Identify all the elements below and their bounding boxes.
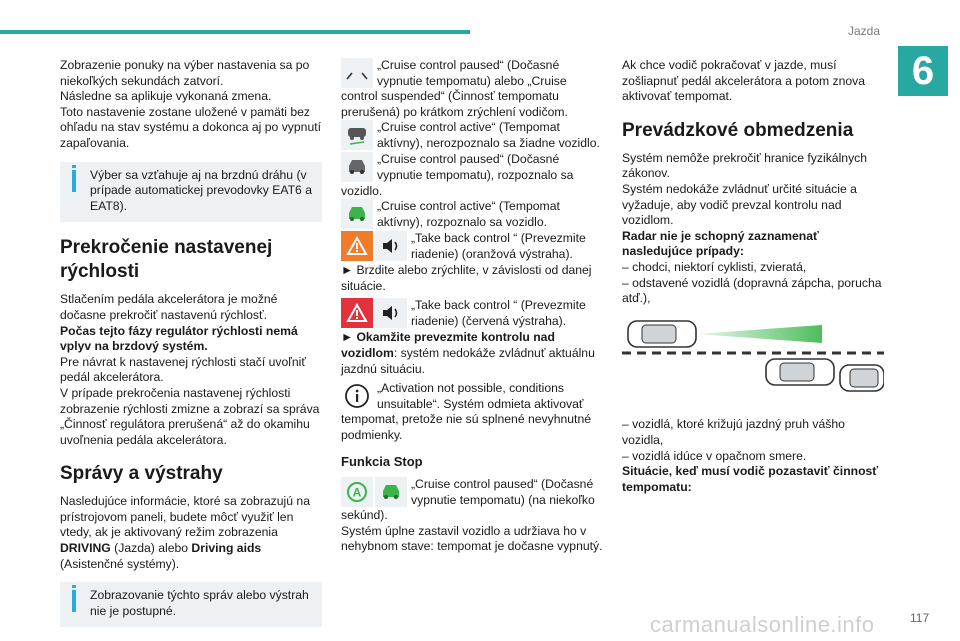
text: (Jazda) alebo — [110, 541, 192, 556]
car-gauge-icon — [341, 120, 373, 150]
info-text: Výber sa vzťahuje aj na brzdnú dráhu (v prípade automatickej prevodovky EAT6 a EAT8). — [90, 167, 312, 213]
section-heading: Prekročenie nastavenej rýchlosti — [60, 237, 273, 283]
car-icon — [628, 321, 696, 347]
page-number: 117 — [910, 611, 930, 625]
alert-triangle-icon — [341, 231, 373, 261]
column-2 — [341, 58, 603, 555]
message-item — [341, 58, 603, 120]
paragraph: V prípade prekročenia nastavenej rýchlosti zobrazenie rýchlosti zmizne a zobrazí sa správa „Činnosť regulátora prerušená“ až do okamihu uvoľnenia pedála akcelerátora. — [60, 385, 320, 447]
text: (Asistenčné systémy). — [60, 556, 180, 571]
car-green-icon — [375, 477, 407, 507]
list-item: – chodci, niektorí cyklisti, zvieratá, — [622, 259, 807, 274]
paragraph — [341, 330, 603, 377]
paragraph: Stlačením pedála akcelerátora je možné dočasne prekročiť nastavenú rýchlosť. — [60, 292, 278, 322]
paragraph-bold: Situácie, keď musí vodič pozastaviť činnosť tempomatu: — [622, 464, 879, 494]
car-green-icon — [341, 199, 373, 229]
paragraph: Ak chce vodič pokračovať v jazde, musí zošliapnuť pedál akcelerátora a potom znova aktivovať tempomat. — [622, 58, 866, 104]
chapter-number: 6 — [898, 46, 948, 96]
message-item — [341, 298, 603, 330]
paragraph — [60, 494, 322, 572]
paragraph: Systém nemôže prekročiť hranice fyzikálnych zákonov. — [622, 150, 868, 181]
paragraph: Následne sa aplikuje vykonaná zmena. — [60, 89, 272, 104]
message-item — [341, 231, 603, 263]
column-3 — [622, 58, 884, 495]
text-bold: DRIVING — [60, 541, 111, 556]
section-heading: Prevádzkové obmedzenia — [622, 119, 854, 141]
message-text: „Cruise control paused“ (Dočasné vypnutie tempomatu), rozpoznalo sa vozidlo. — [341, 152, 574, 198]
speaker-icon — [375, 298, 407, 328]
list-item: – odstavené vozidlá (dopravná zápcha, porucha atď.), — [622, 275, 882, 306]
paragraph: Systém nedokáže zvládnuť určité situácie a vyžaduje, aby vodič prevzal kontrolu nad vozidlom. — [622, 181, 857, 228]
paragraph: Pre návrat k nastavenej rýchlosti stačí uvoľniť pedál akcelerátora. — [60, 354, 306, 385]
text-bold: Driving aids — [191, 541, 262, 556]
info-circle-icon — [341, 381, 373, 411]
info-box — [60, 162, 322, 223]
message-text: „Cruise control paused“ (Dočasné vypnutie tempomatu) alebo „Cruise control suspended“ (Činnosť tempomatu prerušená) po krátkom zrýchlení vodičom. — [341, 58, 568, 119]
info-icon — [72, 590, 76, 612]
paragraph: Zobrazenie ponuky na výber nastavenia sa po niekoľkých sekundách zatvorí. — [60, 58, 310, 88]
message-item — [341, 120, 603, 152]
section-heading: Správy a výstrahy — [60, 463, 223, 485]
list-item: – vozidlá, ktoré križujú jazdný pruh vášho vozidla, — [622, 417, 845, 447]
message-text: „Take back control “ (Prevezmite riadenie) (oranžová výstraha). — [411, 231, 586, 261]
message-text: „Take back control “ (Prevezmite riadenie) (červená výstraha). — [411, 298, 586, 328]
list-item: – vozidlá idúce v opačnom smere. — [622, 448, 807, 463]
car-icon — [766, 359, 834, 385]
message-item — [341, 477, 603, 524]
column-1 — [60, 58, 322, 641]
text-bold: ► Okamžite prevezmite kontrolu nad vozidlom — [341, 330, 555, 360]
subsection-heading: Funkcia Stop — [341, 453, 423, 469]
green-a-icon — [341, 477, 373, 507]
car-icon — [840, 365, 884, 391]
watermark: carmanualsonline.info — [650, 612, 875, 637]
car-front-icon — [341, 152, 373, 182]
message-item — [341, 381, 603, 443]
alert-triangle-icon — [341, 298, 373, 328]
header-title: Jazda — [848, 24, 881, 38]
paragraph: Toto nastavenie zostane uložené v pamäti bez ohľadu na stav systému a dokonca aj po vypnutí zapaľovania. — [60, 104, 322, 150]
paragraph-bold: Radar nie je schopný zaznamenať nasledujúce prípady: — [622, 228, 819, 259]
message-item — [341, 199, 603, 231]
paragraph: ► Brzdite alebo zrýchlite, v závislosti od danej situácie. — [341, 263, 592, 293]
message-text: „Cruise control active“ (Tempomat aktívny), nerozpoznalo sa žiadne vozidlo. — [377, 120, 600, 150]
info-text: Zobrazovanie týchto správ alebo výstrah nie je postupné. — [90, 588, 309, 618]
info-box — [60, 582, 322, 627]
paragraph: Systém úplne zastavil vozidlo a udržiava ho v nehybnom stave: tempomat je dočasne vypnutý. — [341, 523, 603, 554]
message-text: „Activation not possible, conditions unsuitable“. Systém odmieta aktivovať tempomat, pretože nie sú splnené nevyhnutné podmienky. — [341, 381, 592, 442]
paragraph-bold: Počas tejto fázy regulátor rýchlosti nemá vplyv na brzdový systém. — [60, 323, 298, 354]
message-text: „Cruise control paused“ (Dočasné vypnutie tempomatu) (na niekoľko sekúnd). — [341, 477, 595, 523]
radar-illustration — [622, 317, 884, 404]
svg-text:A: A — [352, 485, 362, 500]
message-text: „Cruise control active“ (Tempomat aktívny), rozpoznalo sa vozidlo. — [377, 199, 560, 229]
header-accent-bar — [0, 30, 470, 34]
message-item — [341, 152, 603, 199]
speaker-icon — [375, 231, 407, 261]
cruise-gauge-icon — [341, 58, 373, 88]
text: : systém nedokáže zvládnuť aktuálnu jazdnú situáciu. — [341, 345, 595, 376]
text: Nasledujúce informácie, ktoré sa zobrazujú na prístrojovom paneli, budete môcť využiť len vtedy, ak je aktivovaný režim zobrazenia — [60, 494, 310, 540]
info-icon — [72, 170, 76, 192]
